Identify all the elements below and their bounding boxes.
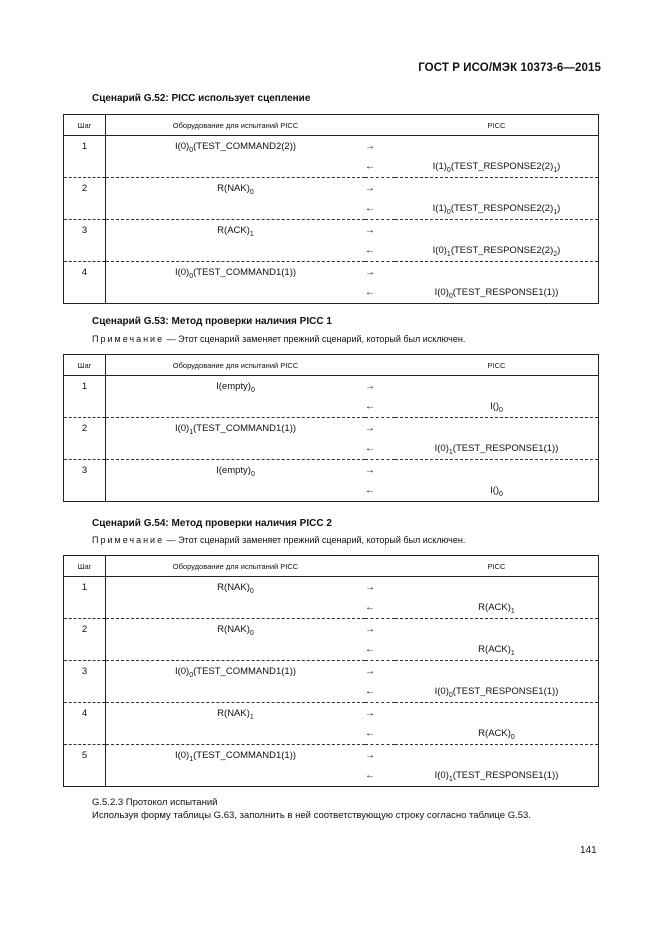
- step-cell: 2: [64, 178, 106, 199]
- arrow-cell: ←: [365, 397, 395, 418]
- picc-cell: [395, 460, 599, 481]
- equipment-cell: [106, 766, 366, 787]
- equipment-cell: $I(empty)_0$: [216, 464, 255, 478]
- picc-cell: [395, 136, 599, 157]
- table-row: [64, 682, 599, 703]
- table-row: [64, 577, 599, 598]
- equipment-cell: [106, 682, 366, 703]
- table-row: [64, 766, 599, 787]
- table-row: [64, 283, 599, 304]
- arrow-cell: →: [365, 707, 375, 719]
- picc-cell: [395, 220, 599, 241]
- equipment-cell: $R(NAK)_0$: [217, 623, 254, 637]
- column-header: Шаг: [64, 355, 106, 376]
- arrow-cell: →: [365, 422, 375, 434]
- note-label: Примечание: [92, 334, 165, 344]
- column-header: Шаг: [64, 556, 106, 577]
- arrow-cell: ←: [365, 199, 395, 220]
- equipment-cell: $I(0)_1(TEST\_COMMAND1(1))$: [174, 749, 297, 763]
- step-cell: [64, 724, 106, 745]
- table-row: [64, 661, 599, 682]
- step-cell: 4: [64, 262, 106, 283]
- table-row: [64, 397, 599, 418]
- equipment-cell: $R(NAK)_0$: [217, 182, 254, 196]
- equipment-cell: $I(0)_0(TEST\_COMMAND1(1))$: [174, 266, 297, 280]
- arrow-cell: ←: [365, 598, 395, 619]
- note-text: — Этот сценарий заменяет прежний сценарий, который был исключен.: [164, 535, 466, 545]
- equipment-cell: $R(NAK)_1$: [217, 707, 254, 721]
- picc-cell: [395, 418, 599, 439]
- arrow-cell: ←: [365, 485, 375, 497]
- picc-cell: [395, 262, 599, 283]
- arrow-cell: ←: [365, 724, 395, 745]
- step-cell: [64, 598, 106, 619]
- step-cell: 4: [64, 703, 106, 724]
- equipment-cell: [106, 397, 366, 418]
- column-header: Оборудование для испытаний PICC: [106, 556, 366, 577]
- table-row: [64, 724, 599, 745]
- picc-cell: [395, 703, 599, 724]
- scenario-caption: Сценарий G.52: PICC использует сцепление: [92, 93, 311, 104]
- note: [92, 535, 465, 545]
- table-row: [64, 178, 599, 199]
- table-row: [64, 481, 599, 502]
- page-number: 141: [580, 845, 597, 856]
- table-row: [64, 460, 599, 481]
- step-cell: 2: [64, 619, 106, 640]
- column-header: PICC: [395, 115, 599, 136]
- note: [92, 334, 465, 344]
- picc-cell: $R(ACK)_1$: [395, 640, 599, 661]
- picc-cell: [395, 745, 599, 766]
- picc-cell: $I(1)_0(TEST\_RESPONSE2(2)_1)$: [395, 199, 599, 220]
- arrow-cell: →: [365, 224, 375, 236]
- table-row: [64, 241, 599, 262]
- picc-cell: $I(0)_1(TEST\_RESPONSE1(1))$: [395, 439, 599, 460]
- column-header: Оборудование для испытаний PICC: [106, 115, 366, 136]
- arrow-cell: ←: [365, 157, 395, 178]
- step-cell: [64, 283, 106, 304]
- step-cell: [64, 439, 106, 460]
- step-cell: 3: [64, 220, 106, 241]
- equipment-cell: [106, 439, 366, 460]
- arrow-cell: →: [365, 266, 375, 278]
- equipment-cell: $I(empty)_0$: [216, 380, 255, 394]
- arrow-cell: ←: [365, 770, 375, 782]
- arrow-cell: ←: [365, 287, 375, 299]
- equipment-cell: [106, 199, 366, 220]
- step-cell: [64, 481, 106, 502]
- table-header-row: [64, 355, 599, 376]
- step-cell: [64, 199, 106, 220]
- table-row: [64, 136, 599, 157]
- step-cell: 1: [64, 136, 106, 157]
- step-cell: 5: [64, 745, 106, 766]
- body-text: Используя форму таблицы G.63, заполнить в ней соответствующую строку согласно таблице G.53.: [92, 810, 531, 821]
- picc-cell: $I(0)_1(TEST\_RESPONSE1(1))$: [434, 770, 559, 784]
- document-header: ГОСТ Р ИСО/МЭК 10373-6—2015: [418, 62, 601, 74]
- arrow-cell: ←: [365, 682, 395, 703]
- scenario-caption: Сценарий G.54: Метод проверки наличия PICC 2: [92, 518, 332, 529]
- picc-cell: $R(ACK)_1$: [395, 598, 599, 619]
- arrow-cell: ←: [365, 439, 395, 460]
- scenario-table: [63, 354, 599, 502]
- scenario-table: [63, 114, 599, 304]
- step-cell: 1: [64, 376, 106, 397]
- equipment-cell: [106, 724, 366, 745]
- equipment-cell: $I(0)_0(TEST\_COMMAND1(1))$: [174, 665, 297, 679]
- column-header: [365, 355, 395, 376]
- note-label: Примечание: [92, 535, 165, 545]
- picc-cell: [395, 577, 599, 598]
- table-row: [64, 376, 599, 397]
- picc-cell: [395, 619, 599, 640]
- column-header: [365, 556, 395, 577]
- arrow-cell: ←: [365, 640, 395, 661]
- arrow-cell: →: [365, 581, 375, 593]
- table-row: [64, 703, 599, 724]
- table-row: [64, 220, 599, 241]
- note-text: — Этот сценарий заменяет прежний сценарий, который был исключен.: [164, 334, 466, 344]
- equipment-cell: [106, 481, 366, 502]
- table-row: [64, 745, 599, 766]
- step-cell: [64, 766, 106, 787]
- equipment-cell: $I(0)_1(TEST\_COMMAND1(1))$: [174, 422, 297, 436]
- column-header: PICC: [395, 355, 599, 376]
- step-cell: [64, 157, 106, 178]
- arrow-cell: →: [365, 464, 375, 476]
- step-cell: 2: [64, 418, 106, 439]
- equipment-cell: [106, 640, 366, 661]
- table-row: [64, 598, 599, 619]
- equipment-cell: [106, 241, 366, 262]
- table-header-row: [64, 556, 599, 577]
- scenario-table: [63, 555, 599, 787]
- step-cell: [64, 241, 106, 262]
- arrow-cell: →: [365, 623, 375, 635]
- picc-cell: $I(0)_0(TEST\_RESPONSE1(1))$: [395, 682, 599, 703]
- picc-cell: $I(1)_0(TEST\_RESPONSE2(2)_1)$: [395, 157, 599, 178]
- table-row: [64, 199, 599, 220]
- table-row: [64, 640, 599, 661]
- column-header: Оборудование для испытаний PICC: [106, 355, 366, 376]
- step-cell: 1: [64, 577, 106, 598]
- equipment-cell: $R(ACK)_1$: [217, 224, 254, 238]
- picc-cell: $I(0)_0(TEST\_RESPONSE1(1))$: [434, 287, 559, 301]
- table-header-row: [64, 115, 599, 136]
- step-cell: [64, 397, 106, 418]
- picc-cell: [395, 661, 599, 682]
- step-cell: 3: [64, 460, 106, 481]
- equipment-cell: $R(NAK)_0$: [217, 581, 254, 595]
- equipment-cell: [106, 283, 366, 304]
- table-row: [64, 439, 599, 460]
- subsection-heading: G.5.2.3 Протокол испытаний: [92, 797, 218, 808]
- picc-cell: $R(ACK)_0$: [395, 724, 599, 745]
- picc-cell: $I(0)_1(TEST\_RESPONSE2(2)_2)$: [395, 241, 599, 262]
- arrow-cell: →: [365, 380, 375, 392]
- scenario-caption: Сценарий G.53: Метод проверки наличия PICC 1: [92, 316, 332, 327]
- column-header: PICC: [395, 556, 599, 577]
- table-row: [64, 619, 599, 640]
- column-header: [365, 115, 395, 136]
- arrow-cell: →: [365, 665, 375, 677]
- table-row: [64, 418, 599, 439]
- equipment-cell: [106, 598, 366, 619]
- equipment-cell: $I(0)_0(TEST\_COMMAND2(2))$: [174, 140, 297, 154]
- equipment-cell: [106, 157, 366, 178]
- column-header: Шаг: [64, 115, 106, 136]
- picc-cell: [395, 376, 599, 397]
- picc-cell: $I()_0$: [490, 485, 503, 499]
- table-row: [64, 262, 599, 283]
- arrow-cell: →: [365, 749, 375, 761]
- arrow-cell: ←: [365, 241, 395, 262]
- step-cell: [64, 682, 106, 703]
- arrow-cell: →: [365, 182, 375, 194]
- picc-cell: $I()_0$: [395, 397, 599, 418]
- picc-cell: [395, 178, 599, 199]
- step-cell: 3: [64, 661, 106, 682]
- arrow-cell: →: [365, 140, 375, 152]
- table-row: [64, 157, 599, 178]
- step-cell: [64, 640, 106, 661]
